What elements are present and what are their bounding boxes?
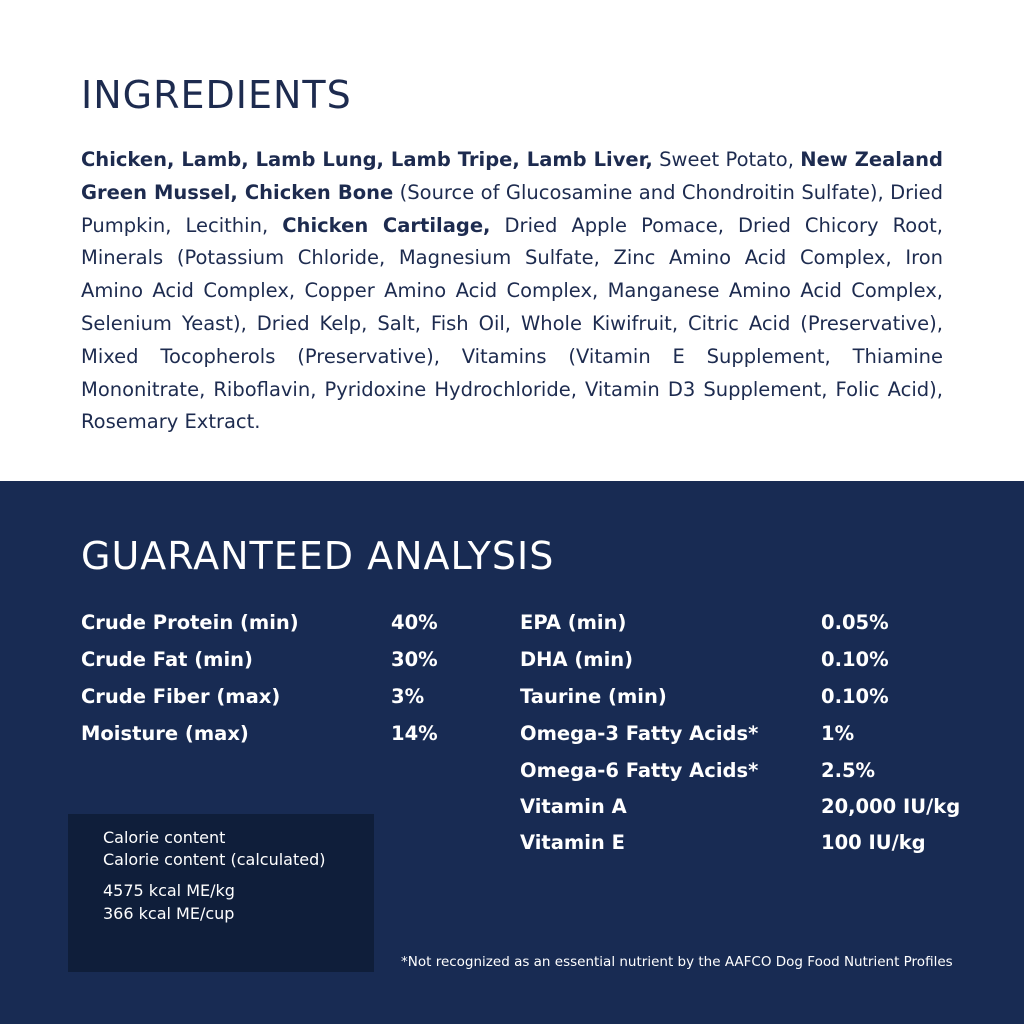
analysis-value: 14% bbox=[391, 722, 438, 745]
analysis-value: 0.05% bbox=[821, 611, 889, 634]
calorie-per-kg: 4575 kcal ME/kg bbox=[103, 881, 235, 900]
analysis-label: Crude Fiber (max) bbox=[81, 685, 281, 708]
calorie-per-cup: 366 kcal ME/cup bbox=[103, 904, 235, 923]
ingredients-section bbox=[0, 0, 1024, 481]
analysis-label: Omega-3 Fatty Acids* bbox=[520, 722, 759, 745]
ingredient-segment: Chicken, Lamb, Lamb Lung, Lamb Tripe, Lamb Liver, bbox=[81, 148, 653, 171]
ingredient-segment: Chicken Cartilage, bbox=[282, 213, 491, 237]
calorie-content-box bbox=[68, 814, 374, 972]
analysis-value: 30% bbox=[391, 648, 438, 671]
analysis-label: Vitamin A bbox=[520, 795, 627, 818]
analysis-section bbox=[0, 481, 1024, 1024]
analysis-label: Moisture (max) bbox=[81, 722, 249, 745]
analysis-value: 40% bbox=[391, 611, 438, 634]
ingredient-segment: Dried Apple Pomace, Dried Chicory Root, Minerals (Potassium Chloride, Magnesium Sulfate, Zinc Amino Acid Complex, Iron Amino Acid Complex, Copper Amino Acid Complex, Manganese Amino Acid Complex, Selenium Yeast), Dried Kelp, Salt, Fish Oil, Whole Kiwifruit, Citric Acid (Preservative), Mixed Tocopherols (Preservative), Vitamins (Vitamin E Supplement, Thiamine Mononitrate, Riboflavin, Pyridoxine Hydrochloride, Vitamin D3 Supplement, Folic Acid), Rosemary Extract. bbox=[81, 213, 944, 434]
analysis-value: 2.5% bbox=[821, 759, 876, 782]
footnote: *Not recognized as an essential nutrient by the AAFCO Dog Food Nutrient Profiles bbox=[401, 954, 953, 970]
analysis-value: 3% bbox=[391, 685, 425, 708]
analysis-label: Omega-6 Fatty Acids* bbox=[520, 759, 759, 782]
calorie-label: Calorie content bbox=[103, 828, 226, 847]
analysis-label: Crude Fat (min) bbox=[81, 648, 253, 671]
analysis-heading: GUARANTEED ANALYSIS bbox=[81, 534, 555, 578]
ingredients-heading: INGREDIENTS bbox=[81, 73, 352, 117]
ingredients-text bbox=[81, 144, 943, 439]
analysis-label: Crude Protein (min) bbox=[81, 611, 299, 634]
analysis-label: Vitamin E bbox=[520, 831, 625, 854]
analysis-label: DHA (min) bbox=[520, 648, 634, 671]
ingredient-segment: New Zealand Green Mussel, Chicken Bone bbox=[81, 148, 943, 204]
analysis-label: EPA (min) bbox=[520, 611, 627, 634]
ingredient-segment: (Source of Glucosamine and Chondroitin Sulfate), Dried Pumpkin, Lecithin, bbox=[81, 180, 943, 237]
calorie-label-calculated: Calorie content (calculated) bbox=[103, 850, 326, 869]
analysis-value: 20,000 IU/kg bbox=[821, 795, 961, 818]
analysis-value: 0.10% bbox=[821, 648, 889, 671]
analysis-value: 0.10% bbox=[821, 685, 889, 708]
analysis-value: 1% bbox=[821, 722, 855, 745]
analysis-label: Taurine (min) bbox=[520, 685, 667, 708]
analysis-value: 100 IU/kg bbox=[821, 831, 926, 854]
ingredient-segment: Sweet Potato, bbox=[652, 148, 801, 171]
